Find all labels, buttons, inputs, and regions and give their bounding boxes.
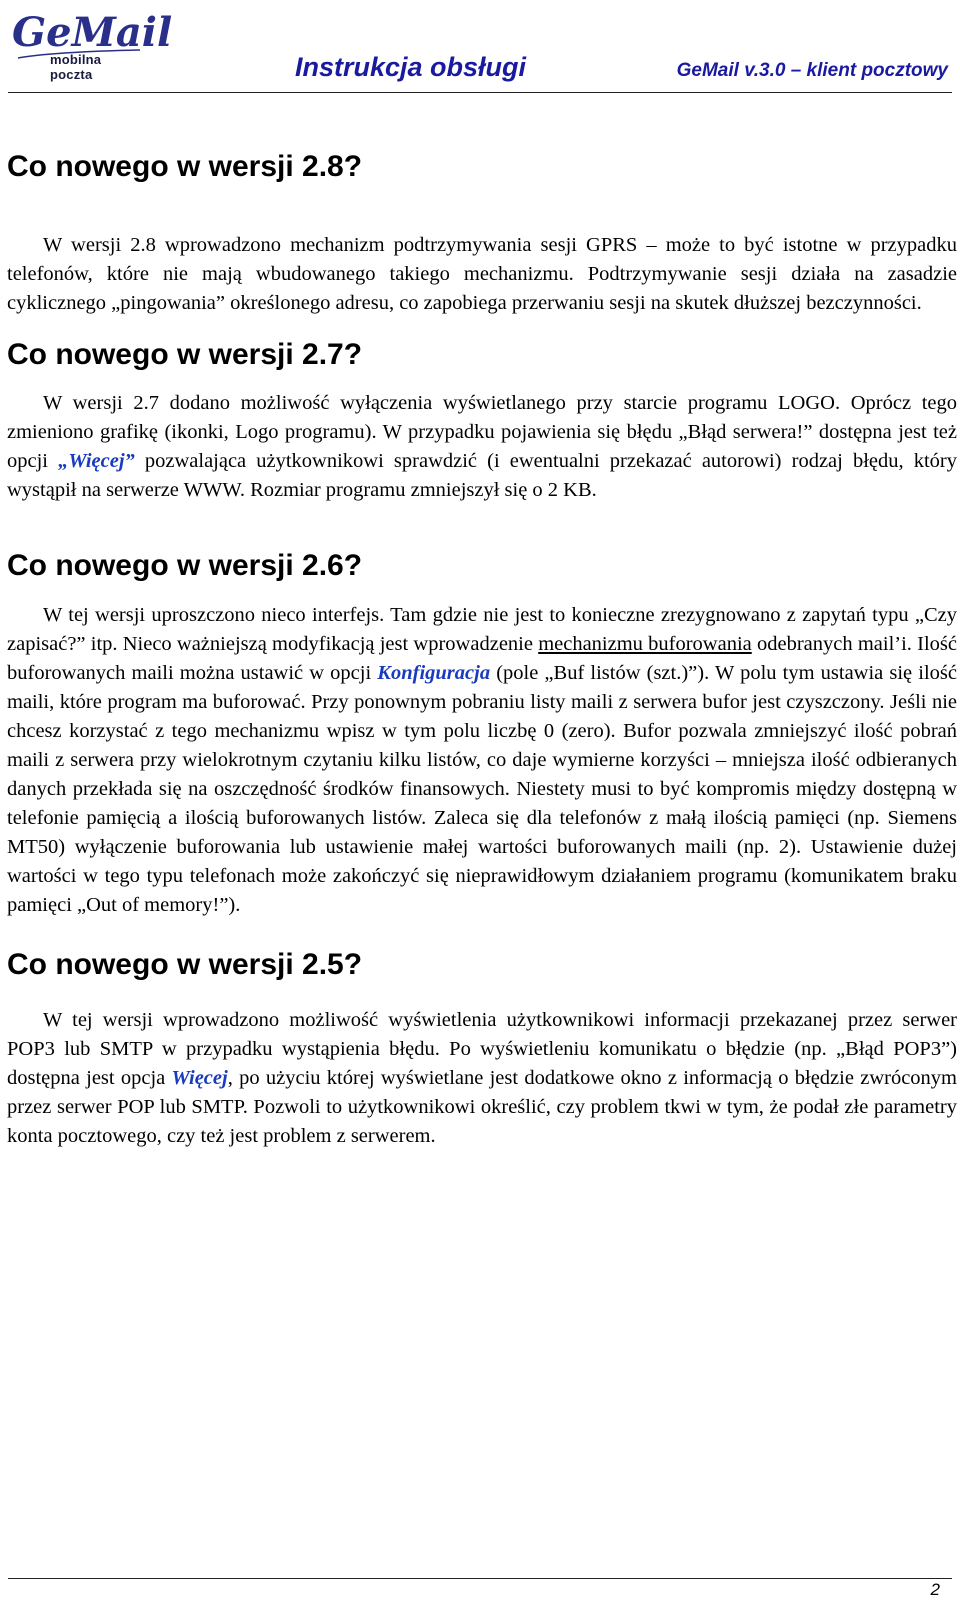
- paragraph-text: pozwalająca użytkownikowi sprawdzić (i ewentualni przekazać autorowi) rodzaj błędu, który wystąpił na serwerze WWW. Rozmiar programu zmniejszył się o 2 KB.: [7, 450, 957, 501]
- wiecej-option-link: Więcej: [171, 1067, 228, 1089]
- footer-divider: [8, 1578, 952, 1579]
- header-divider: [8, 92, 952, 93]
- paragraph-text: (pole „Buf listów (szt.)”). W polu tym ustawia się ilość maili, które program ma buforować. Przy ponownym pobraniu listy maili z serwera bufor jest czyszczony. Jeśli nie chcesz korzystać z tego mechanizmu wpisz w tym polu liczbę 0 (zero). Bufor pozwala zmniejszyć ilość pobrań maili z serwera przy wielokrotnym czytaniu kilku listów, co daje wymierne korzyści – mniejsza ilość odbieranych danych przekłada się na oszczędność środków finansowych. Niestety musi to być kompromis między dostępną w telefonie pamięcią a ilością buforowanych listów. Zaleca się dla telefonów z małą ilością pamięci (np. Siemens MT50) wyłączenie buforowania lub ustawienie małej wartości buforowanych maili (np. 2). Ustawienie dużej wartości w tego typu telefonach może zakończyć się nieprawidłowym działaniem programu (komunikatem braku pamięci „Out of memory!”).: [7, 661, 957, 916]
- section-paragraph-2-6: [7, 601, 957, 920]
- konfiguracja-option-link: Konfiguracja: [377, 661, 491, 684]
- section-paragraph-2-8: W wersji 2.8 wprowadzono mechanizm podtrzymywania sesji GPRS – może to być istotne w przypadku telefonów, które nie mają wbudowanego takiego mechanizmu. Podtrzymywanie sesji działa na zasadzie cyklicznego „pingowania” określonego adresu, co zapobiega przerwaniu sesji na skutek dłuższej bezczynności.: [7, 233, 957, 314]
- paragraph-text: , po użyciu której wyświetlane jest dodatkowe okno z informacją o błędzie zwróconym przez serwer POP lub SMTP. Pozwoli to użytkownikowi określić, czy problem tkwi w tym, że podał złe parametry konta pocztowego, czy też jest problem z serwerem.: [7, 1067, 957, 1147]
- paragraph-text: W wersji 2.7 dodano możliwość wyłączenia wyświetlanego przy starcie programu LOGO. Oprócz tego zmieniono grafikę (ikonki, Logo programu). W przypadku pojawienia się błędu „Błąd serwera!” dostępna jest też opcji: [7, 392, 957, 472]
- section-heading-2-7: Co nowego w wersji 2.7?: [7, 337, 363, 371]
- product-name: GeMail v.3.0 – klient pocztowy: [676, 60, 948, 81]
- section-paragraph-2-5: [7, 1006, 957, 1151]
- section-heading-2-8: Co nowego w wersji 2.8?: [7, 150, 363, 183]
- section-heading-2-6: Co nowego w wersji 2.6?: [7, 549, 363, 582]
- wiecej-option-link: „Więcej”: [58, 450, 135, 472]
- paragraph-text: W tej wersji wprowadzono możliwość wyświetlenia użytkownikowi informacji przekazanej przez serwer POP3 lub SMTP w przypadku wystąpienia błędu. Po wyświetleniu komunikatu o błędzie (np. „Błąd POP3”) dostępna jest opcja: [7, 1009, 957, 1089]
- logo-tagline: mobilna poczta: [50, 52, 102, 82]
- page-number: 2: [930, 1580, 940, 1599]
- section-paragraph-2-7: [7, 389, 957, 505]
- paragraph-text: W tej wersji uproszczono nieco interfejs. Tam gdzie nie jest to konieczne zrezygnowano z zapytań typu „Czy zapisać?” itp. Nieco ważniejszą modyfikacją jest wprowadzenie: [7, 603, 957, 655]
- section-heading-2-5: Co nowego w wersji 2.5?: [7, 947, 363, 981]
- document-title: Instrukcja obsługi: [295, 52, 527, 82]
- page-header: [0, 0, 960, 100]
- document-body: [7, 150, 957, 1151]
- gemail-logo: [12, 8, 173, 82]
- paragraph-text: odebranych mail’i. Ilość buforowanych maili można ustawić w opcji: [7, 632, 957, 684]
- buffering-mechanism-text: mechanizmu buforowania: [538, 632, 752, 655]
- svg-text:GeMail: GeMail: [12, 9, 173, 56]
